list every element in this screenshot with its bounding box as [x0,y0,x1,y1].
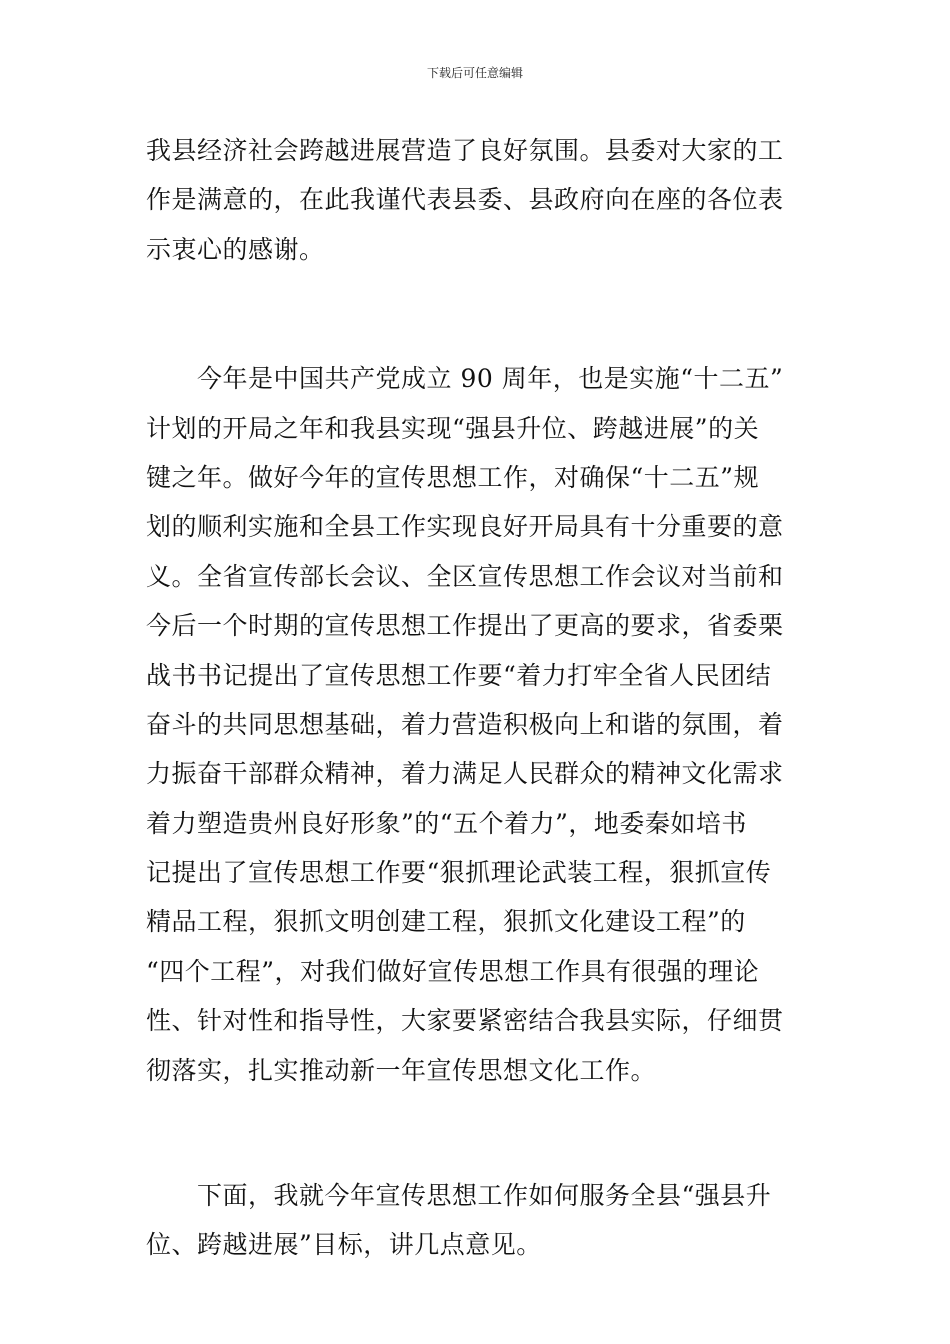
text-line: 今后一个时期的宣传思想工作提出了更高的要求，省委栗 [146,611,784,641]
text-line: 义。全省宣传部长会议、全区宣传思想工作会议对当前和 [146,561,784,591]
text-line: 战书书记提出了宣传思想工作要“着力打牢全省人民团结 [146,660,772,690]
text-line: 着力塑造贵州良好形象”的“五个着力”，地委秦如培书 [146,808,747,838]
text-line: 记提出了宣传思想工作要“狠抓理论武装工程，狠抓宣传 [146,858,772,888]
text-line: 示衷心的感谢。 [146,234,325,264]
document-body [146,126,808,1270]
text-line: 精品工程，狠抓文明创建工程，狠抓文化建设工程”的 [146,907,746,937]
text-line: “四个工程”，对我们做好宣传思想工作具有很强的理论 [146,956,760,986]
text-line: 奋斗的共同思想基础，着力营造积极向上和谐的氛围，着 [146,709,784,739]
text-line: 彻落实，扎实推动新一年宣传思想文化工作。 [146,1055,657,1085]
paragraph-1 [146,126,808,274]
paragraph-spacer [146,274,808,354]
paragraph-3 [146,1171,808,1270]
text-line: 作是满意的，在此我谨代表县委、县政府向在座的各位表 [146,185,784,215]
text-line: 力振奋干部群众精神，着力满足人民群众的精神文化需求 [146,759,784,789]
text-line: 下面，我就今年宣传思想工作如何服务全县“强县升 [197,1181,772,1211]
paragraph-spacer [146,1095,808,1171]
text-line: 键之年。做好今年的宣传思想工作，对确保“十二五”规 [146,462,760,492]
text-line: 计划的开局之年和我县实现“强县升位、跨越进展”的关 [146,413,760,443]
paragraph-2 [146,354,808,1095]
page-header: 下载后可任意编辑 [426,66,523,80]
text-line: 划的顺利实施和全县工作实现良好开局具有十分重要的意 [146,512,784,542]
text-line: 我县经济社会跨越进展营造了良好氛围。县委对大家的工 [146,136,784,165]
text-line: 位、跨越进展”目标，讲几点意见。 [146,1230,542,1260]
text-line: 今年是中国共产党成立 90 周年，也是实施“十二五” [197,364,784,394]
text-line: 性、针对性和指导性，大家要紧密结合我县实际，仔细贯 [146,1006,784,1036]
